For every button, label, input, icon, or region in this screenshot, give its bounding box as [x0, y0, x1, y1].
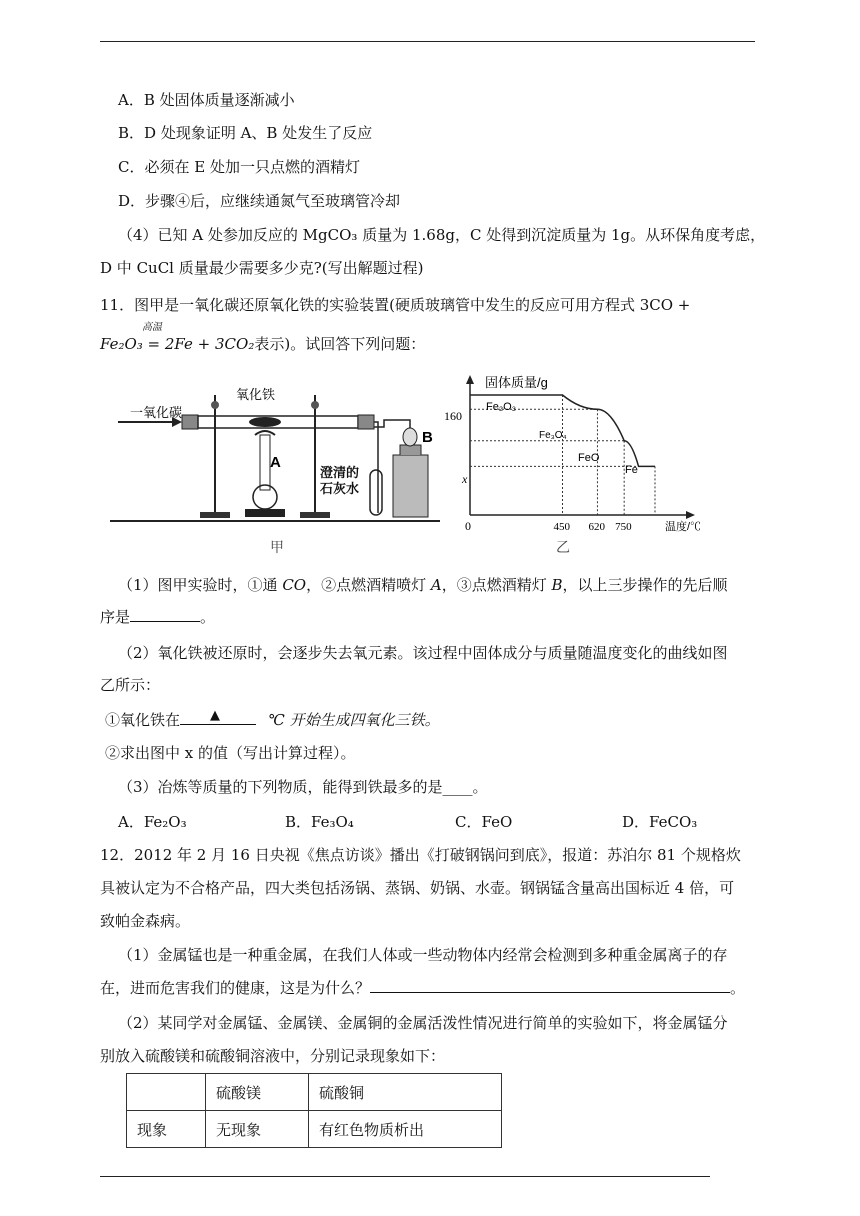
oxide-sample — [249, 417, 281, 427]
option-c: C．必须在 E 处加一只点燃的酒精灯 — [118, 158, 360, 176]
q11-2-i-text: ①氧化铁在 — [105, 711, 181, 729]
table-cell: 硫酸铜 — [309, 1074, 502, 1111]
answer-blank-health[interactable] — [370, 978, 730, 993]
q11-2-ii: ②求出图中 x 的值（写出计算过程）。 — [105, 744, 356, 762]
triangle-marker: ▲ — [210, 708, 221, 723]
q11-1-co: CO — [282, 576, 307, 594]
q11-3-option-c: C．FeO — [455, 813, 513, 831]
q11-3-option-b: B．Fe₃O₄ — [285, 813, 354, 831]
q11-1-line2 — [100, 606, 215, 628]
table-cell: 硫酸镁 — [206, 1074, 309, 1111]
option-a: A．B 处固体质量逐渐减小 — [118, 91, 295, 109]
y-tick-160: 160 — [444, 409, 462, 423]
y-tick-x: x — [462, 472, 468, 486]
q11-1-text-c: ，③点燃酒精灯 — [441, 576, 552, 594]
table-row — [127, 1111, 502, 1148]
q11-2-line1: （2）氧化铁被还原时，会逐步失去氧元素。该过程中固体成分与质量随温度变化的曲线如图 — [118, 644, 728, 662]
q12-line1: 12．2012 年 2 月 16 日央视《焦点访谈》播出《打破钢锅问到底》，报道：苏泊尔 81 个规格炊 — [100, 846, 741, 864]
q11-line1: 11．图甲是一氧化碳还原氧化铁的实验装置(硬质玻璃管中发生的反应可用方程式 3CO + — [100, 296, 691, 314]
q11-2-i-tail: ℃ 开始生成四氧化三铁。 — [268, 711, 440, 729]
x-tick-620: 620 — [588, 521, 605, 533]
q11-1-b-symbol: B — [551, 576, 563, 594]
observation-table — [126, 1073, 502, 1148]
co-label: 一氧化碳 — [130, 405, 183, 420]
q10-4-line2: D 中 CuCl 质量最少需要多少克?(写出解题过程) — [100, 259, 424, 277]
x-axis-label: 温度/℃ — [665, 521, 702, 533]
q11-line2 — [100, 333, 425, 355]
q11-line2-rest: 表示)。试回答下列问题： — [254, 335, 426, 353]
q12-1-line2-text: 在，进而危害我们的健康，这是为什么？ — [100, 979, 371, 997]
q11-1-text-d: ，以上三步操作的先后顺 — [562, 576, 728, 594]
q12-line3: 致帕金森病。 — [100, 912, 191, 930]
table-header-row — [127, 1074, 502, 1111]
answer-blank-order[interactable] — [130, 607, 200, 622]
q11-1-a-symbol: A — [430, 576, 442, 594]
q12-1-end: 。 — [730, 979, 746, 997]
table-cell: 现象 — [127, 1111, 206, 1148]
q10-4-line1: （4）已知 A 处参加反应的 MgCO₃ 质量为 1.68g，C 处得到沉淀质量为 1g。从环保角度考虑， — [118, 226, 766, 244]
limewater-label: 澄清的石灰水 — [320, 465, 360, 496]
q11-2-i — [105, 709, 440, 731]
x-tick-450: 450 — [553, 521, 570, 533]
option-d: D．步骤④后，应继续通氮气至玻璃管冷却 — [118, 192, 401, 210]
q11-1-end: 。 — [200, 608, 216, 626]
test-tube — [370, 470, 382, 515]
iron-oxide-label: 氧化铁 — [236, 387, 276, 402]
alcohol-lamp-flame — [403, 428, 417, 446]
q12-line2: 具被认定为不合格产品，四大类包括汤锅、蒸锅、奶锅、水壶。钢锅锰含量高出国标近 4 倍，可 — [100, 879, 735, 897]
top-rule — [100, 41, 755, 42]
x-tick-750: 750 — [615, 521, 632, 533]
q11-3: （3）冶炼等质量的下列物质，能得到铁最多的是____。 — [118, 778, 488, 796]
figure-yi-label: 乙 — [556, 540, 570, 556]
gridlines — [470, 395, 655, 515]
y-axis-label: 固体质量/g — [485, 375, 548, 390]
phase-fe2o3: Fe₂O₃ — [486, 401, 517, 413]
figure-jia-label: 甲 — [270, 540, 284, 556]
bottom-rule — [100, 1176, 710, 1177]
label-b: B — [422, 429, 433, 446]
q11-1-line2-text: 序是 — [100, 608, 131, 626]
table-cell — [127, 1074, 206, 1111]
label-a: A — [270, 454, 281, 471]
q11-equation: Fe₂O₃ = 2Fe + 3CO₂ — [100, 335, 255, 353]
q11-1-text-b: ，②点燃酒精喷灯 — [306, 576, 431, 594]
q11-1-line1 — [118, 574, 728, 596]
burner-stand — [393, 455, 428, 517]
origin-tick: 0 — [465, 519, 471, 533]
q12-2-line2: 别放入硫酸镁和硫酸铜溶液中，分别记录现象如下： — [100, 1047, 446, 1065]
q11-equation-over: 高温 — [142, 322, 162, 333]
answer-blank-temperature[interactable] — [180, 710, 256, 725]
phase-fe3o4: Fe₃O₄ — [539, 430, 567, 441]
q12-1-line1: （1）金属锰也是一种重金属，在我们人体或一些动物体内经常会检测到多种重金属离子的存 — [118, 946, 728, 964]
phase-feo: FeO — [578, 452, 600, 464]
q12-1-line2 — [100, 977, 745, 999]
table-cell: 无现象 — [206, 1111, 309, 1148]
spirit-blow-lamp — [253, 485, 277, 509]
q11-2-line2: 乙所示： — [100, 676, 161, 694]
q11-1-text-a: （1）图甲实验时，①通 — [118, 576, 283, 594]
apparatus-figure — [110, 375, 450, 555]
phase-fe: Fe — [625, 464, 638, 476]
q11-3-option-d: D．FeCO₃ — [622, 813, 698, 831]
table-cell: 有红色物质析出 — [309, 1111, 502, 1148]
q11-3-option-a: A．Fe₂O₃ — [118, 813, 187, 831]
q12-2-line1: （2）某同学对金属锰、金属镁、金属铜的金属活泼性情况进行简单的实验如下，将金属锰分 — [118, 1014, 728, 1032]
option-b: B．D 处现象证明 A、B 处发生了反应 — [118, 124, 373, 142]
mass-temperature-chart — [440, 370, 710, 540]
